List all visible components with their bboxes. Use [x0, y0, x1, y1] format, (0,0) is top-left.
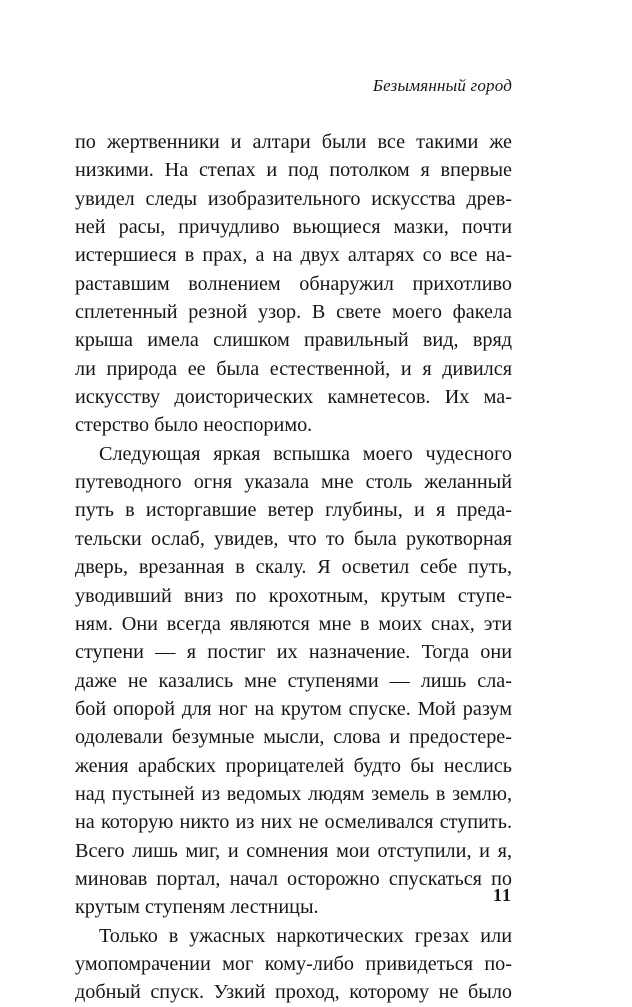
text-line: умопомрачении мог кому-либо привидеться по-: [75, 952, 512, 975]
text-line: сплетенный резной узор. В свете моего факела: [75, 301, 512, 324]
text-line: Всего лишь миг, и сомнения мои отступили, и я,: [75, 839, 512, 862]
text-line: крутым ступеням лестницы.: [75, 896, 319, 919]
text-line: бой опорой для ног на крутом спуске. Мой разум: [75, 697, 512, 720]
text-line: низкими. На степах и под потолком я впервые: [75, 159, 512, 182]
running-title: Безымянный город: [372, 76, 512, 95]
text-line: увидел следы изобразительного искусства древ-: [75, 187, 512, 210]
text-line: тельски ослаб, увидев, что то была рукотворная: [75, 527, 512, 550]
text-line: ней расы, причудливо вьющиеся мазки, почти: [75, 216, 512, 239]
text-line: добный спуск. Узкий проход, которому не было: [75, 981, 512, 1004]
text-line: стерство было неоспоримо.: [75, 414, 313, 437]
page-number: 11: [492, 885, 512, 905]
text-line: одолевали безумные мысли, слова и предостере-: [75, 726, 512, 749]
body-text: [75, 128, 512, 1007]
text-line: истершиеся в прах, а на двух алтарях со все на-: [75, 244, 512, 267]
text-line: Только в ужасных наркотических грезах или: [99, 924, 512, 947]
text-line: путеводного огня указала мне столь желанный: [75, 471, 512, 494]
text-line: даже не казались мне ступенями — лишь сла-: [75, 669, 512, 692]
text-line: ли природа ее была естественной, и я дивился: [75, 357, 512, 380]
text-line: искусству доисторических камнетесов. Их ма-: [75, 386, 512, 409]
text-line: жения арабских прорицателей будто бы неслись: [75, 754, 512, 777]
text-line: над пустыней из ведомых людям земель в землю,: [75, 782, 512, 805]
text-line: по жертвенники и алтари были все такими же: [75, 131, 512, 153]
text-line: путь в исторгавшие ветер глубины, и я преда-: [75, 499, 512, 522]
text-line: на которую никто из них не осмеливался ступить.: [75, 811, 512, 834]
text-line: дверь, врезанная в скалу. Я осветил себе путь,: [75, 556, 512, 579]
text-line: Следующая яркая вспышка моего чудесного: [99, 442, 512, 465]
text-line: уводивший вниз по крохотным, крутым ступе-: [75, 584, 512, 607]
text-line: крыша имела слишком правильный вид, вряд: [75, 329, 512, 352]
text-line: ступени — я постиг их назначение. Тогда они: [75, 641, 512, 664]
text-line: ням. Они всегда являются мне в моих снах, эти: [75, 612, 512, 635]
text-line: миновав портал, начал осторожно спускаться по: [75, 867, 512, 890]
text-line: раставшим волнением обнаружил прихотливо: [75, 272, 512, 295]
